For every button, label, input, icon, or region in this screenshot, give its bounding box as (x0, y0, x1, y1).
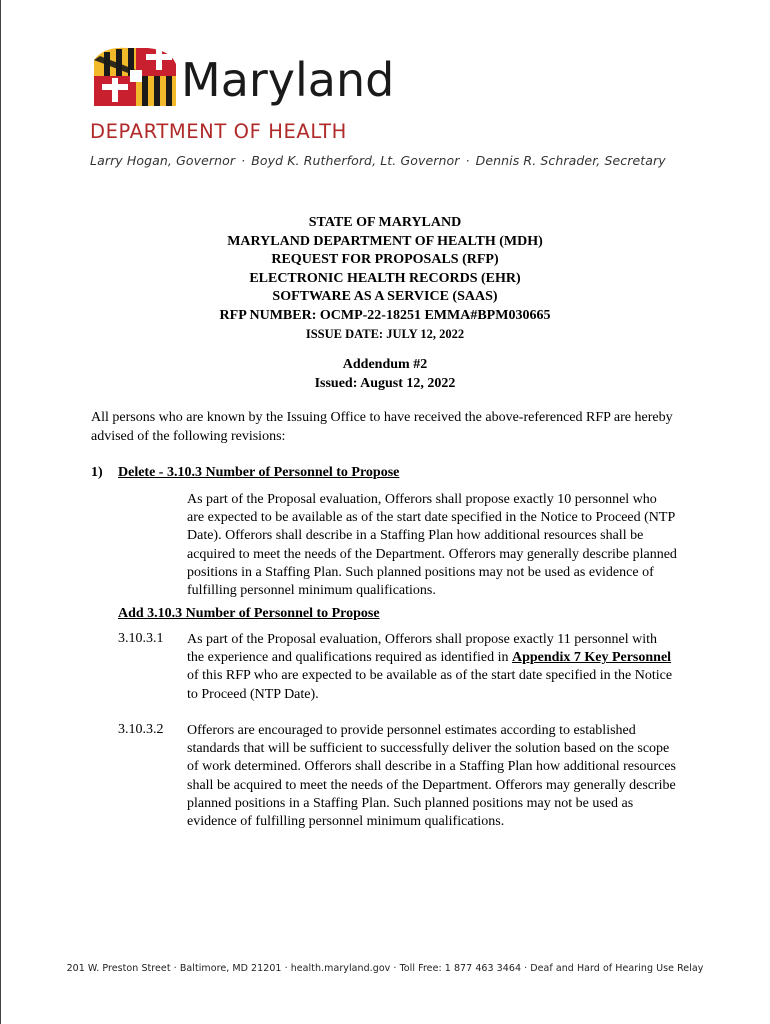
title-line: SOFTWARE AS A SERVICE (SAAS) (272, 289, 498, 304)
page-edge (0, 0, 1, 1024)
title-line: ELECTRONIC HEALTH RECORDS (EHR) (249, 270, 521, 286)
delete-heading: Delete - 3.10.3 Number of Personnel to Propose (118, 465, 400, 480)
officials-line (90, 153, 666, 168)
addendum-block (0, 356, 770, 393)
item-paragraph (187, 631, 677, 704)
page-footer: 201 W. Preston Street · Baltimore, MD 21201 · health.maryland.gov · Toll Free: 1 877 463 3464 · Deaf and Hard of Hearing Use Relay (66, 963, 704, 974)
item-text-before: As part of the Proposal evaluation, Offerors shall propose exactly 11 personnel with the experience and qualifications required as identified in (187, 632, 658, 666)
intro-paragraph: All persons who are known by the Issuing Office to have received the above-referenced RFP are hereby advised of the following revisions: (91, 410, 673, 444)
title-line: REQUEST FOR PROPOSALS (RFP) (271, 252, 499, 267)
separator-dot: · (241, 153, 246, 168)
issue-date: ISSUE DATE: JULY 12, 2022 (305, 327, 465, 341)
addendum-issued-date: Issued: August 12, 2022 (314, 375, 456, 391)
rfp-number: RFP NUMBER: OCMP-22-18251 EMMA#BPM030665 (219, 307, 551, 323)
logo-wordmark: Maryland (181, 53, 395, 107)
official-governor: Larry Hogan, Governor (90, 153, 236, 168)
appendix-7-link[interactable]: Appendix 7 Key Personnel (511, 650, 672, 666)
deleted-paragraph: As part of the Proposal evaluation, Offerors shall propose exactly 10 personnel who are expected to be available as of the start date specified in the Notice to Proceed (NTP Date). Offerors shall describe in a Staffing Plan how additional resources shall be acquired to meet the needs of the Department. Offerors may generally describe planned positions in a Staffing Plan. Such planned positions may not be used as evidence of fulfilling personnel minimum qualifications. (187, 492, 677, 599)
addendum-number: Addendum #2 (342, 357, 428, 372)
separator-dot: · (465, 153, 470, 168)
official-lt-governor: Boyd K. Rutherford, Lt. Governor (251, 153, 460, 168)
title-line: STATE OF MARYLAND (308, 215, 462, 230)
title-line: MARYLAND DEPARTMENT OF HEALTH (MDH) (227, 233, 543, 249)
rfp-title-block (0, 214, 770, 344)
item-text-after: of this RFP who are expected to be available as of the start date specified in the Notice to Proceed (NTP Date). (187, 668, 673, 702)
item-number: 3.10.3.1 (118, 631, 164, 646)
item-number: 3.10.3.2 (118, 722, 164, 737)
official-secretary: Dennis R. Schrader, Secretary (475, 153, 666, 168)
item-paragraph: Offerors are encouraged to provide personnel estimates according to established standards that will be sufficient to successfully deliver the solution based on the scope of work determined. Offerors shall describe in a Staffing Plan how additional resources shall be acquired to meet the needs of the Department. Offerors may generally describe planned positions in a Staffing Plan. Such planned positions may not be used as evidence of fulfilling personnel minimum qualifications. (187, 723, 676, 830)
section-number: 1) (91, 465, 103, 480)
add-heading: Add 3.10.3 Number of Personnel to Propose (118, 606, 380, 621)
maryland-flag-logo-icon (90, 44, 182, 110)
department-name: DEPARTMENT OF HEALTH (90, 120, 347, 143)
